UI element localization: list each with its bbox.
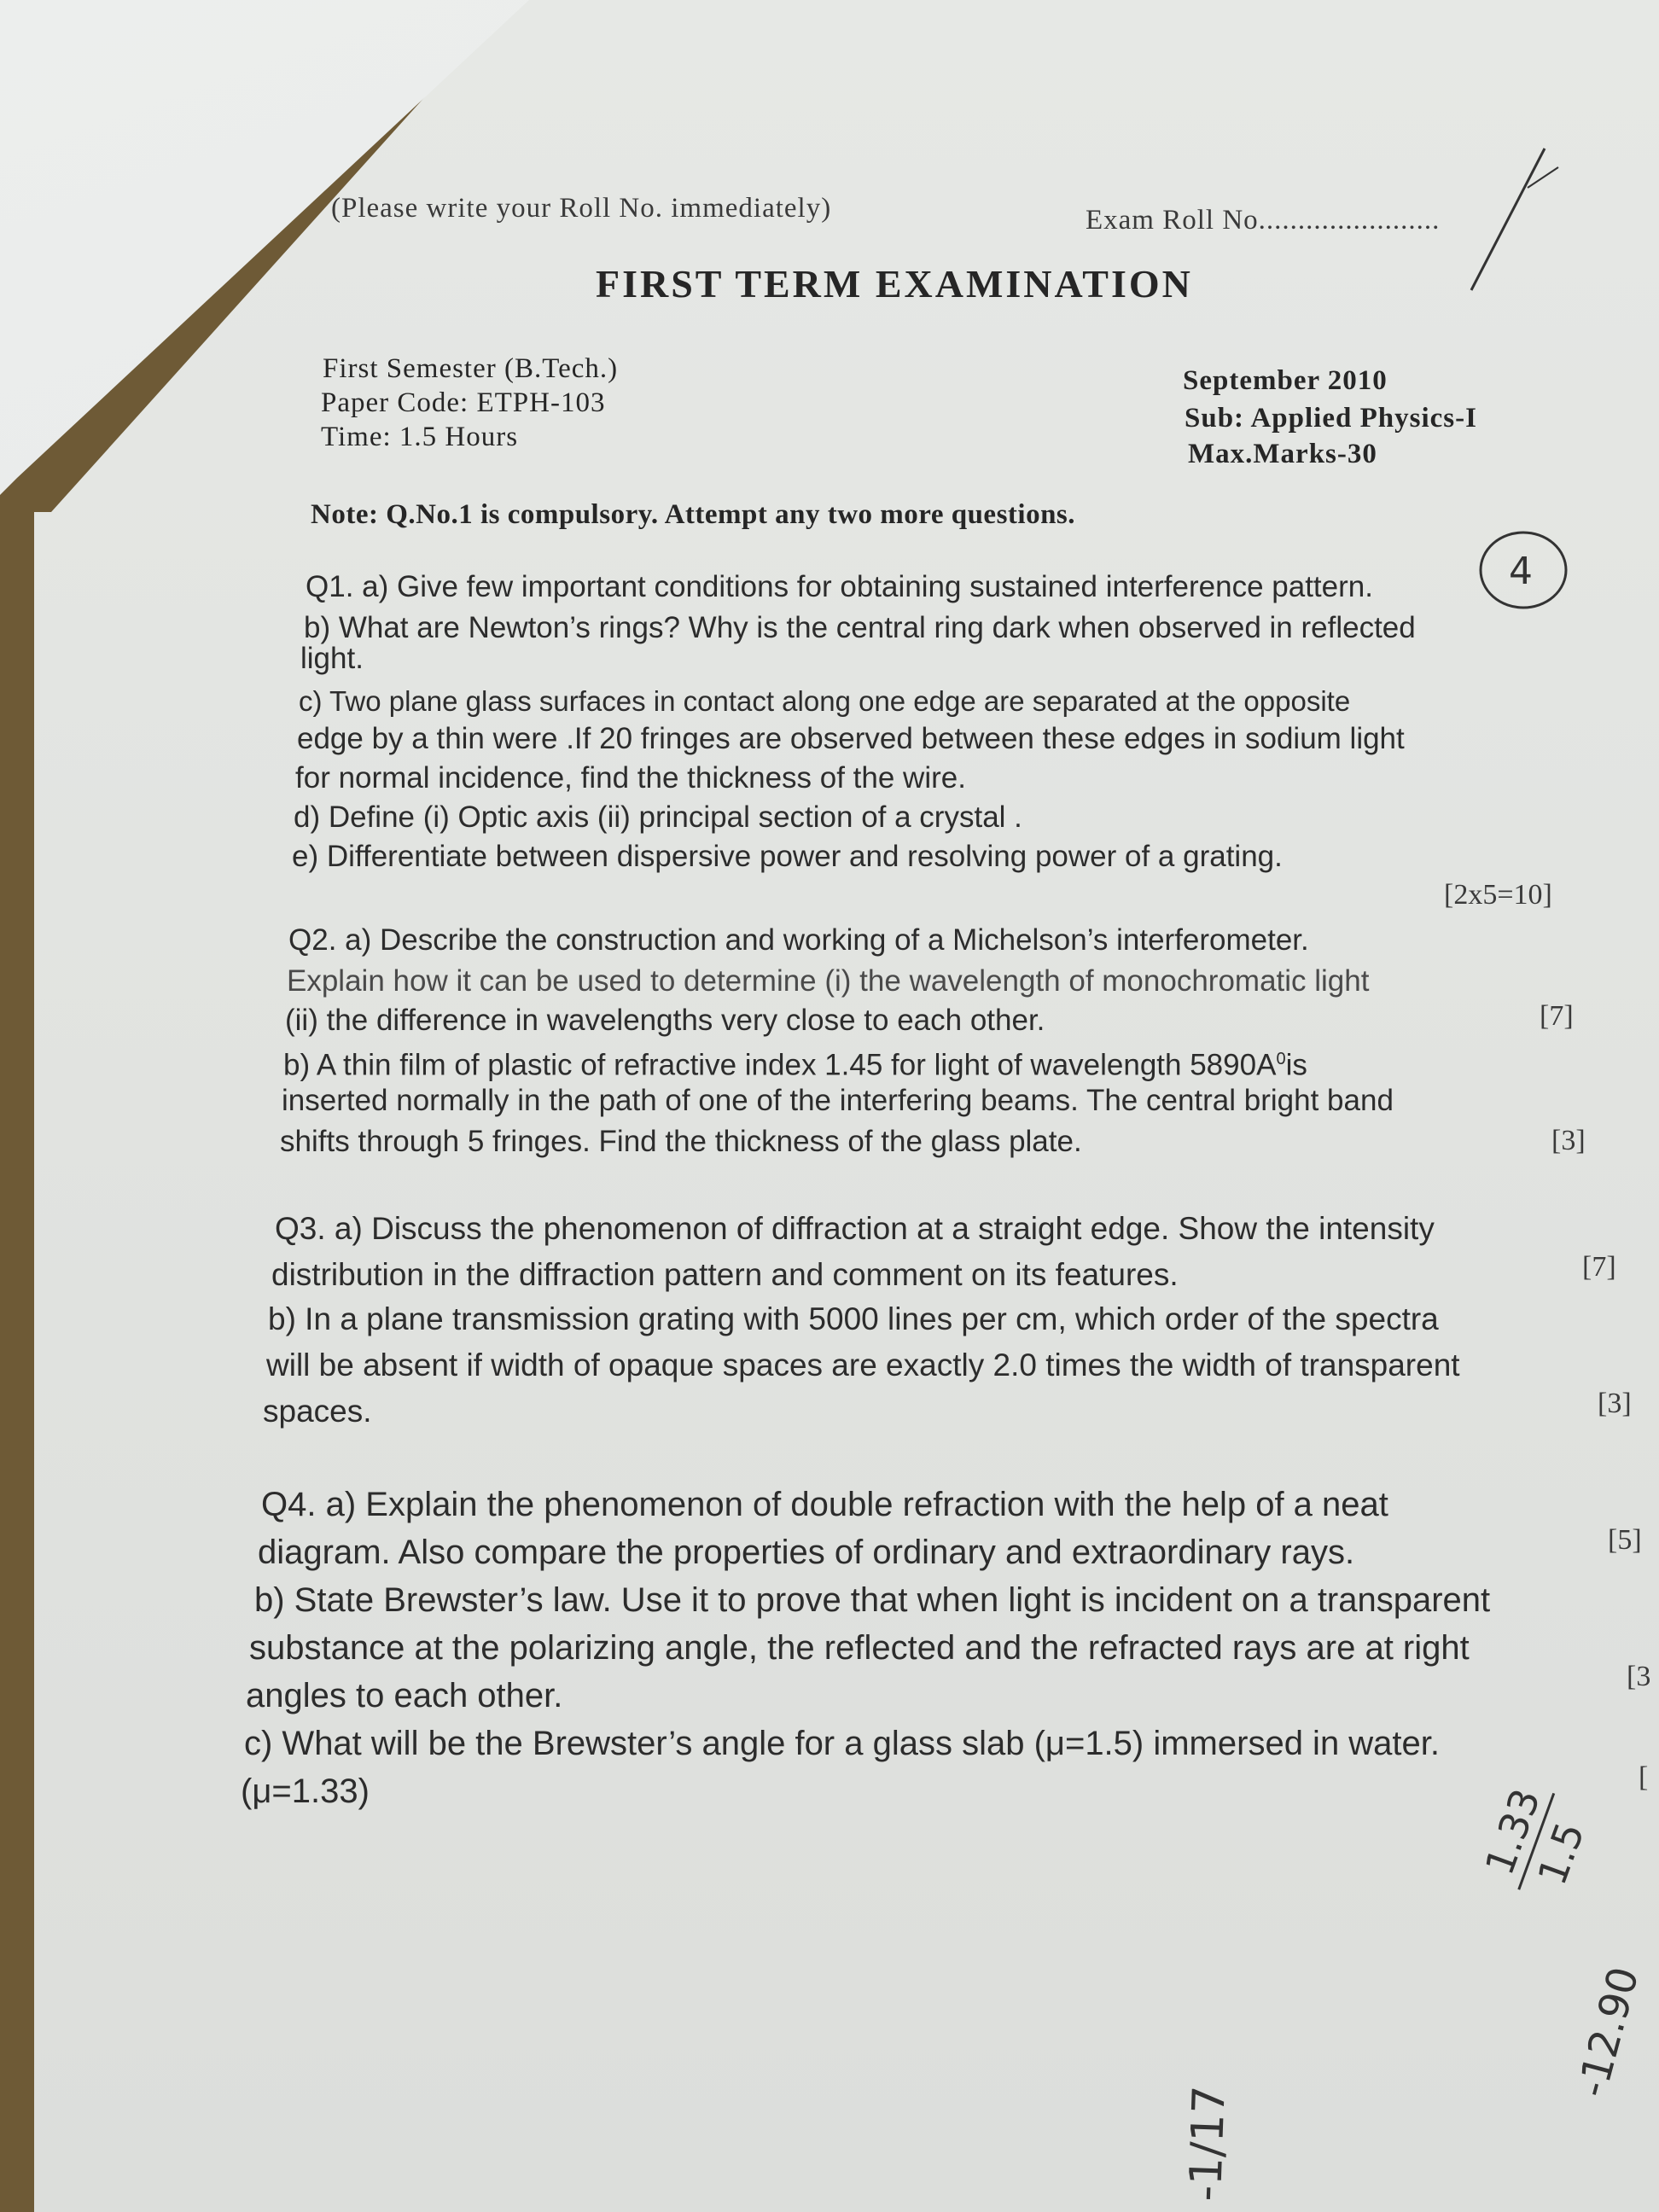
q4-c-line2: (μ=1.33)	[241, 1773, 370, 1810]
q3-b-line1: b) In a plane transmission grating with 5000 lines per cm, which order of the spectra	[268, 1301, 1439, 1336]
page-title: FIRST TERM EXAMINATION	[596, 262, 1193, 306]
fraction-numerator: 1.33	[1476, 1783, 1550, 1881]
q2-b-marks: [3]	[1551, 1125, 1586, 1156]
max-marks-line: Max.Marks-30	[1188, 439, 1377, 469]
q1-e: e) Differentiate between dispersive power and resolving power of a grating.	[292, 840, 1283, 873]
q4-b-line3: angles to each other.	[246, 1677, 563, 1714]
q1-c-line2: edge by a thin were .If 20 fringes are observed between these edges in sodium light	[297, 722, 1405, 755]
pen-stroke	[1471, 148, 1545, 290]
margin-note-b: -1/17	[1180, 2084, 1236, 2203]
q2-a-line2: Explain how it can be used to determine (i) the wavelength of monochromatic light	[287, 964, 1370, 998]
q2-a-line1: Q2. a) Describe the construction and working of a Michelson’s interferometer.	[288, 923, 1309, 957]
q4-b-marks: [3	[1627, 1661, 1651, 1692]
q4-a-line1: Q4. a) Explain the phenomenon of double refraction with the help of a neat	[261, 1486, 1388, 1523]
q3-b-line3: spaces.	[263, 1394, 372, 1429]
instructions-note: Note: Q.No.1 is compulsory. Attempt any two more questions.	[311, 499, 1076, 530]
time-line: Time: 1.5 Hours	[321, 422, 519, 452]
exam-roll-label: Exam Roll No.......................	[1086, 205, 1441, 236]
q2-a-marks: [7]	[1540, 1000, 1574, 1032]
q3-b-marks: [3]	[1598, 1388, 1632, 1419]
q2-b-line3: shifts through 5 fringes. Find the thickness of the glass plate.	[280, 1125, 1082, 1158]
subject-line: Sub: Applied Physics-I	[1185, 403, 1477, 434]
circled-score: 4	[1509, 550, 1533, 593]
q2-b-line2: inserted normally in the path of one of the interfering beams. The central bright band	[282, 1084, 1394, 1117]
q1-c-line3: for normal incidence, find the thickness of the wire.	[295, 761, 966, 795]
fraction-denominator: 1.5	[1528, 1816, 1594, 1891]
q3-a-line1: Q3. a) Discuss the phenomenon of diffraction at a straight edge. Show the intensity	[275, 1211, 1435, 1246]
q4-b-line2: substance at the polarizing angle, the reflected and the refracted rays are at right	[249, 1629, 1470, 1667]
paper-code-line: Paper Code: ETPH-103	[321, 387, 606, 418]
q4-c-line1: c) What will be the Brewster’s angle for a glass slab (μ=1.5) immersed in water.	[244, 1725, 1441, 1762]
q1-marks: [2x5=10]	[1444, 879, 1552, 911]
q3-a-marks: [7]	[1582, 1251, 1616, 1283]
roll-instruction: (Please write your Roll No. immediately)	[331, 193, 832, 224]
semester-line: First Semester (B.Tech.)	[323, 353, 619, 384]
q4-a-marks: [5]	[1608, 1524, 1642, 1556]
q3-a-line2: distribution in the diffraction pattern and comment on its features.	[271, 1257, 1179, 1292]
q3-b-line2: will be absent if width of opaque spaces are exactly 2.0 times the width of transparent	[266, 1348, 1460, 1382]
date-line: September 2010	[1183, 365, 1388, 396]
margin-note-a: -12.90	[1568, 1962, 1649, 2103]
q1-c-line1: c) Two plane glass surfaces in contact along one edge are separated at the opposite	[299, 685, 1351, 717]
q1-d: d) Define (i) Optic axis (ii) principal section of a crystal .	[294, 800, 1022, 834]
q4-a-line2: diagram. Also compare the properties of ordinary and extraordinary rays.	[258, 1534, 1355, 1571]
q4-c-marks: [	[1639, 1761, 1649, 1793]
q2-a-line3: (ii) the difference in wavelengths very close to each other.	[285, 1004, 1045, 1037]
q1-b-line2: light.	[300, 642, 364, 675]
q1-b-line1: b) What are Newton’s rings? Why is the central ring dark when observed in reflected	[304, 611, 1416, 644]
q2-b-line1: b) A thin film of plastic of refractive index 1.45 for light of wavelength $5890A^0is$	[283, 1048, 1307, 1082]
q4-b-line1: b) State Brewster’s law. Use it to prove that when light is incident on a transparent	[254, 1581, 1491, 1619]
q1-a: Q1. a) Give few important conditions for obtaining sustained interference pattern.	[306, 570, 1373, 603]
